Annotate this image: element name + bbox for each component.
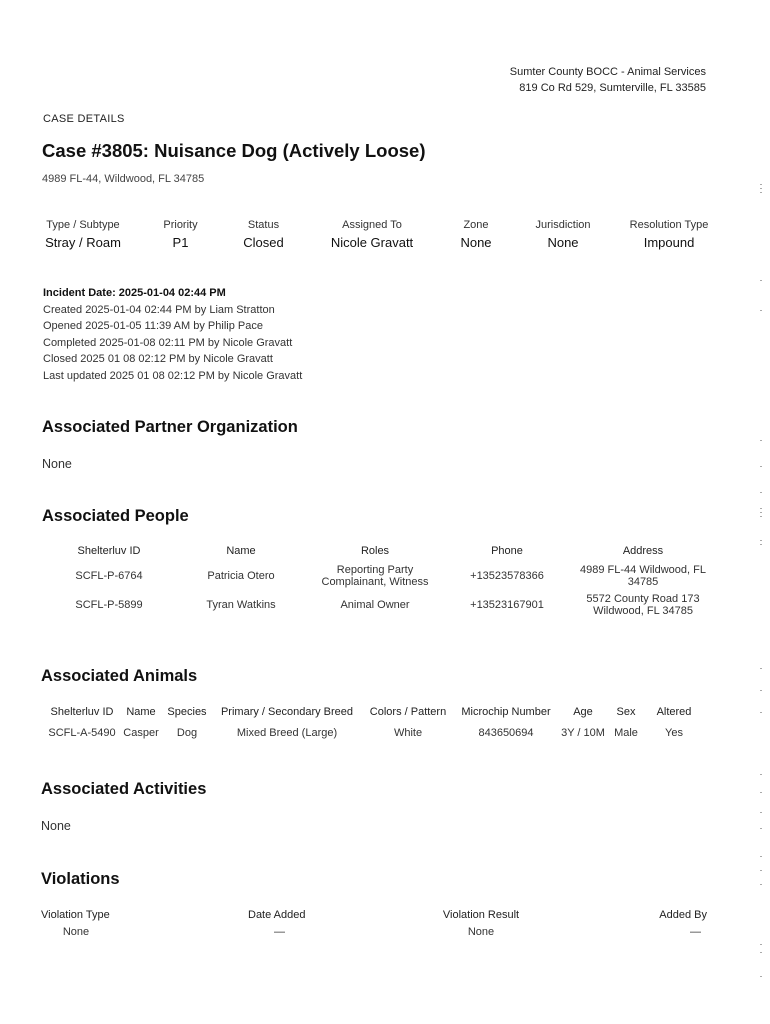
animal-id: SCFL-A-5490	[48, 727, 116, 739]
table-header-row	[44, 541, 714, 561]
timeline-entry: Created 2025-01-04 02:44 PM by Liam Stratton	[43, 303, 275, 316]
column-header: Sex	[616, 706, 636, 718]
summary-label: Type / Subtype	[46, 219, 120, 231]
animal-colors: White	[393, 727, 423, 739]
column-header: Violation Result	[442, 909, 520, 921]
summary-priority	[124, 219, 237, 250]
column-header: Shelterluv ID	[50, 706, 114, 718]
summary-label: Priority	[163, 219, 198, 231]
person-phone: +13523167901	[470, 598, 544, 611]
summary-value: None	[460, 235, 492, 250]
person-phone: +13523578366	[470, 569, 544, 582]
violation-result: None	[467, 926, 495, 938]
table-row	[44, 561, 714, 590]
activities-heading: Associated Activities	[41, 780, 207, 798]
person-id: SCFL-P-6764	[75, 569, 143, 582]
summary-label: Zone	[463, 219, 489, 231]
summary-jurisdiction	[498, 219, 628, 250]
column-header: Microchip Number	[461, 706, 551, 718]
case-summary	[42, 219, 710, 250]
column-header: Name	[226, 545, 256, 557]
animal-species: Dog	[176, 727, 198, 739]
timeline-entry: Completed 2025-01-08 02:11 PM by Nicole Gravatt	[43, 336, 293, 349]
column-header: Phone	[491, 545, 523, 557]
column-header: Violation Type	[41, 909, 110, 921]
column-header: Shelterluv ID	[77, 545, 141, 557]
case-address: 4989 FL-44, Wildwood, FL 34785	[42, 173, 205, 185]
case-title: Case #3805: Nuisance Dog (Actively Loose)	[42, 140, 426, 161]
animals-table	[44, 702, 704, 744]
column-header: Colors / Pattern	[369, 706, 447, 718]
animal-altered: Yes	[665, 727, 683, 739]
summary-status	[237, 219, 290, 250]
animal-microchip: 843650694	[478, 727, 534, 739]
animal-name: Casper	[123, 727, 159, 739]
column-header: Age	[573, 706, 593, 718]
summary-value: Stray / Roam	[45, 235, 121, 250]
column-header: Date Added	[248, 909, 306, 921]
summary-value: P1	[172, 235, 189, 250]
person-name: Tyran Watkins	[206, 598, 276, 611]
summary-zone	[454, 219, 498, 250]
organization-address: 819 Co Rd 529, Sumterville, FL 33585	[519, 82, 706, 94]
column-header: Name	[126, 706, 156, 718]
partner-heading: Associated Partner Organization	[42, 418, 298, 436]
person-name: Patricia Otero	[207, 569, 275, 582]
table-row	[41, 924, 707, 940]
violation-type: None	[62, 926, 90, 938]
summary-assigned-to	[290, 219, 454, 250]
organization-header	[510, 64, 706, 96]
timeline-entry: Last updated 2025 01 08 02:12 PM by Nicole Gravatt	[43, 369, 303, 382]
person-roles: Reporting Party Complainant, Witness	[321, 563, 429, 588]
column-header: Primary / Secondary Breed	[220, 706, 354, 718]
summary-value: Closed	[243, 235, 284, 250]
summary-resolution-type	[628, 219, 710, 250]
animal-breed: Mixed Breed (Large)	[236, 727, 338, 739]
people-table	[44, 541, 714, 619]
summary-value: Impound	[643, 235, 695, 250]
summary-label: Status	[247, 219, 280, 231]
incident-date: Incident Date: 2025-01-04 02:44 PM	[43, 287, 226, 299]
activities-value: None	[41, 819, 71, 833]
violations-heading: Violations	[41, 870, 120, 888]
summary-label: Resolution Type	[629, 219, 709, 231]
column-header: Species	[167, 706, 207, 718]
person-id: SCFL-P-5899	[75, 598, 143, 611]
summary-value: None	[547, 235, 579, 250]
violation-date: —	[274, 926, 285, 938]
people-heading: Associated People	[42, 507, 189, 525]
person-roles: Animal Owner	[340, 598, 410, 611]
summary-label: Jurisdiction	[535, 219, 591, 231]
section-label: CASE DETAILS	[43, 113, 125, 125]
person-address: 5572 County Road 173 Wildwood, FL 34785	[586, 592, 700, 617]
summary-label: Assigned To	[342, 219, 402, 231]
column-header: Address	[622, 545, 664, 557]
column-header: Added By	[659, 909, 707, 921]
animal-age: 3Y / 10M	[561, 727, 605, 739]
page-edge-marks	[760, 0, 766, 1024]
violations-table	[41, 906, 707, 940]
timeline-entry: Closed 2025 01 08 02:12 PM by Nicole Gravatt	[43, 353, 273, 365]
organization-name: Sumter County BOCC - Animal Services	[509, 66, 706, 78]
timeline-entry: Opened 2025-01-05 11:39 AM by Philip Pace	[43, 320, 263, 332]
partner-value: None	[42, 457, 72, 471]
table-row	[44, 590, 714, 619]
table-header-row	[44, 702, 704, 722]
column-header: Roles	[360, 545, 390, 557]
summary-type	[42, 219, 124, 250]
column-header: Altered	[656, 706, 692, 718]
person-address: 4989 FL-44 Wildwood, FL 34785	[580, 563, 706, 588]
case-timeline	[43, 285, 302, 384]
animal-sex: Male	[614, 727, 638, 739]
summary-value: Nicole Gravatt	[330, 235, 414, 250]
table-row	[44, 722, 704, 744]
animals-heading: Associated Animals	[41, 667, 198, 685]
table-header-row	[41, 906, 707, 924]
violation-added-by: —	[690, 926, 701, 938]
